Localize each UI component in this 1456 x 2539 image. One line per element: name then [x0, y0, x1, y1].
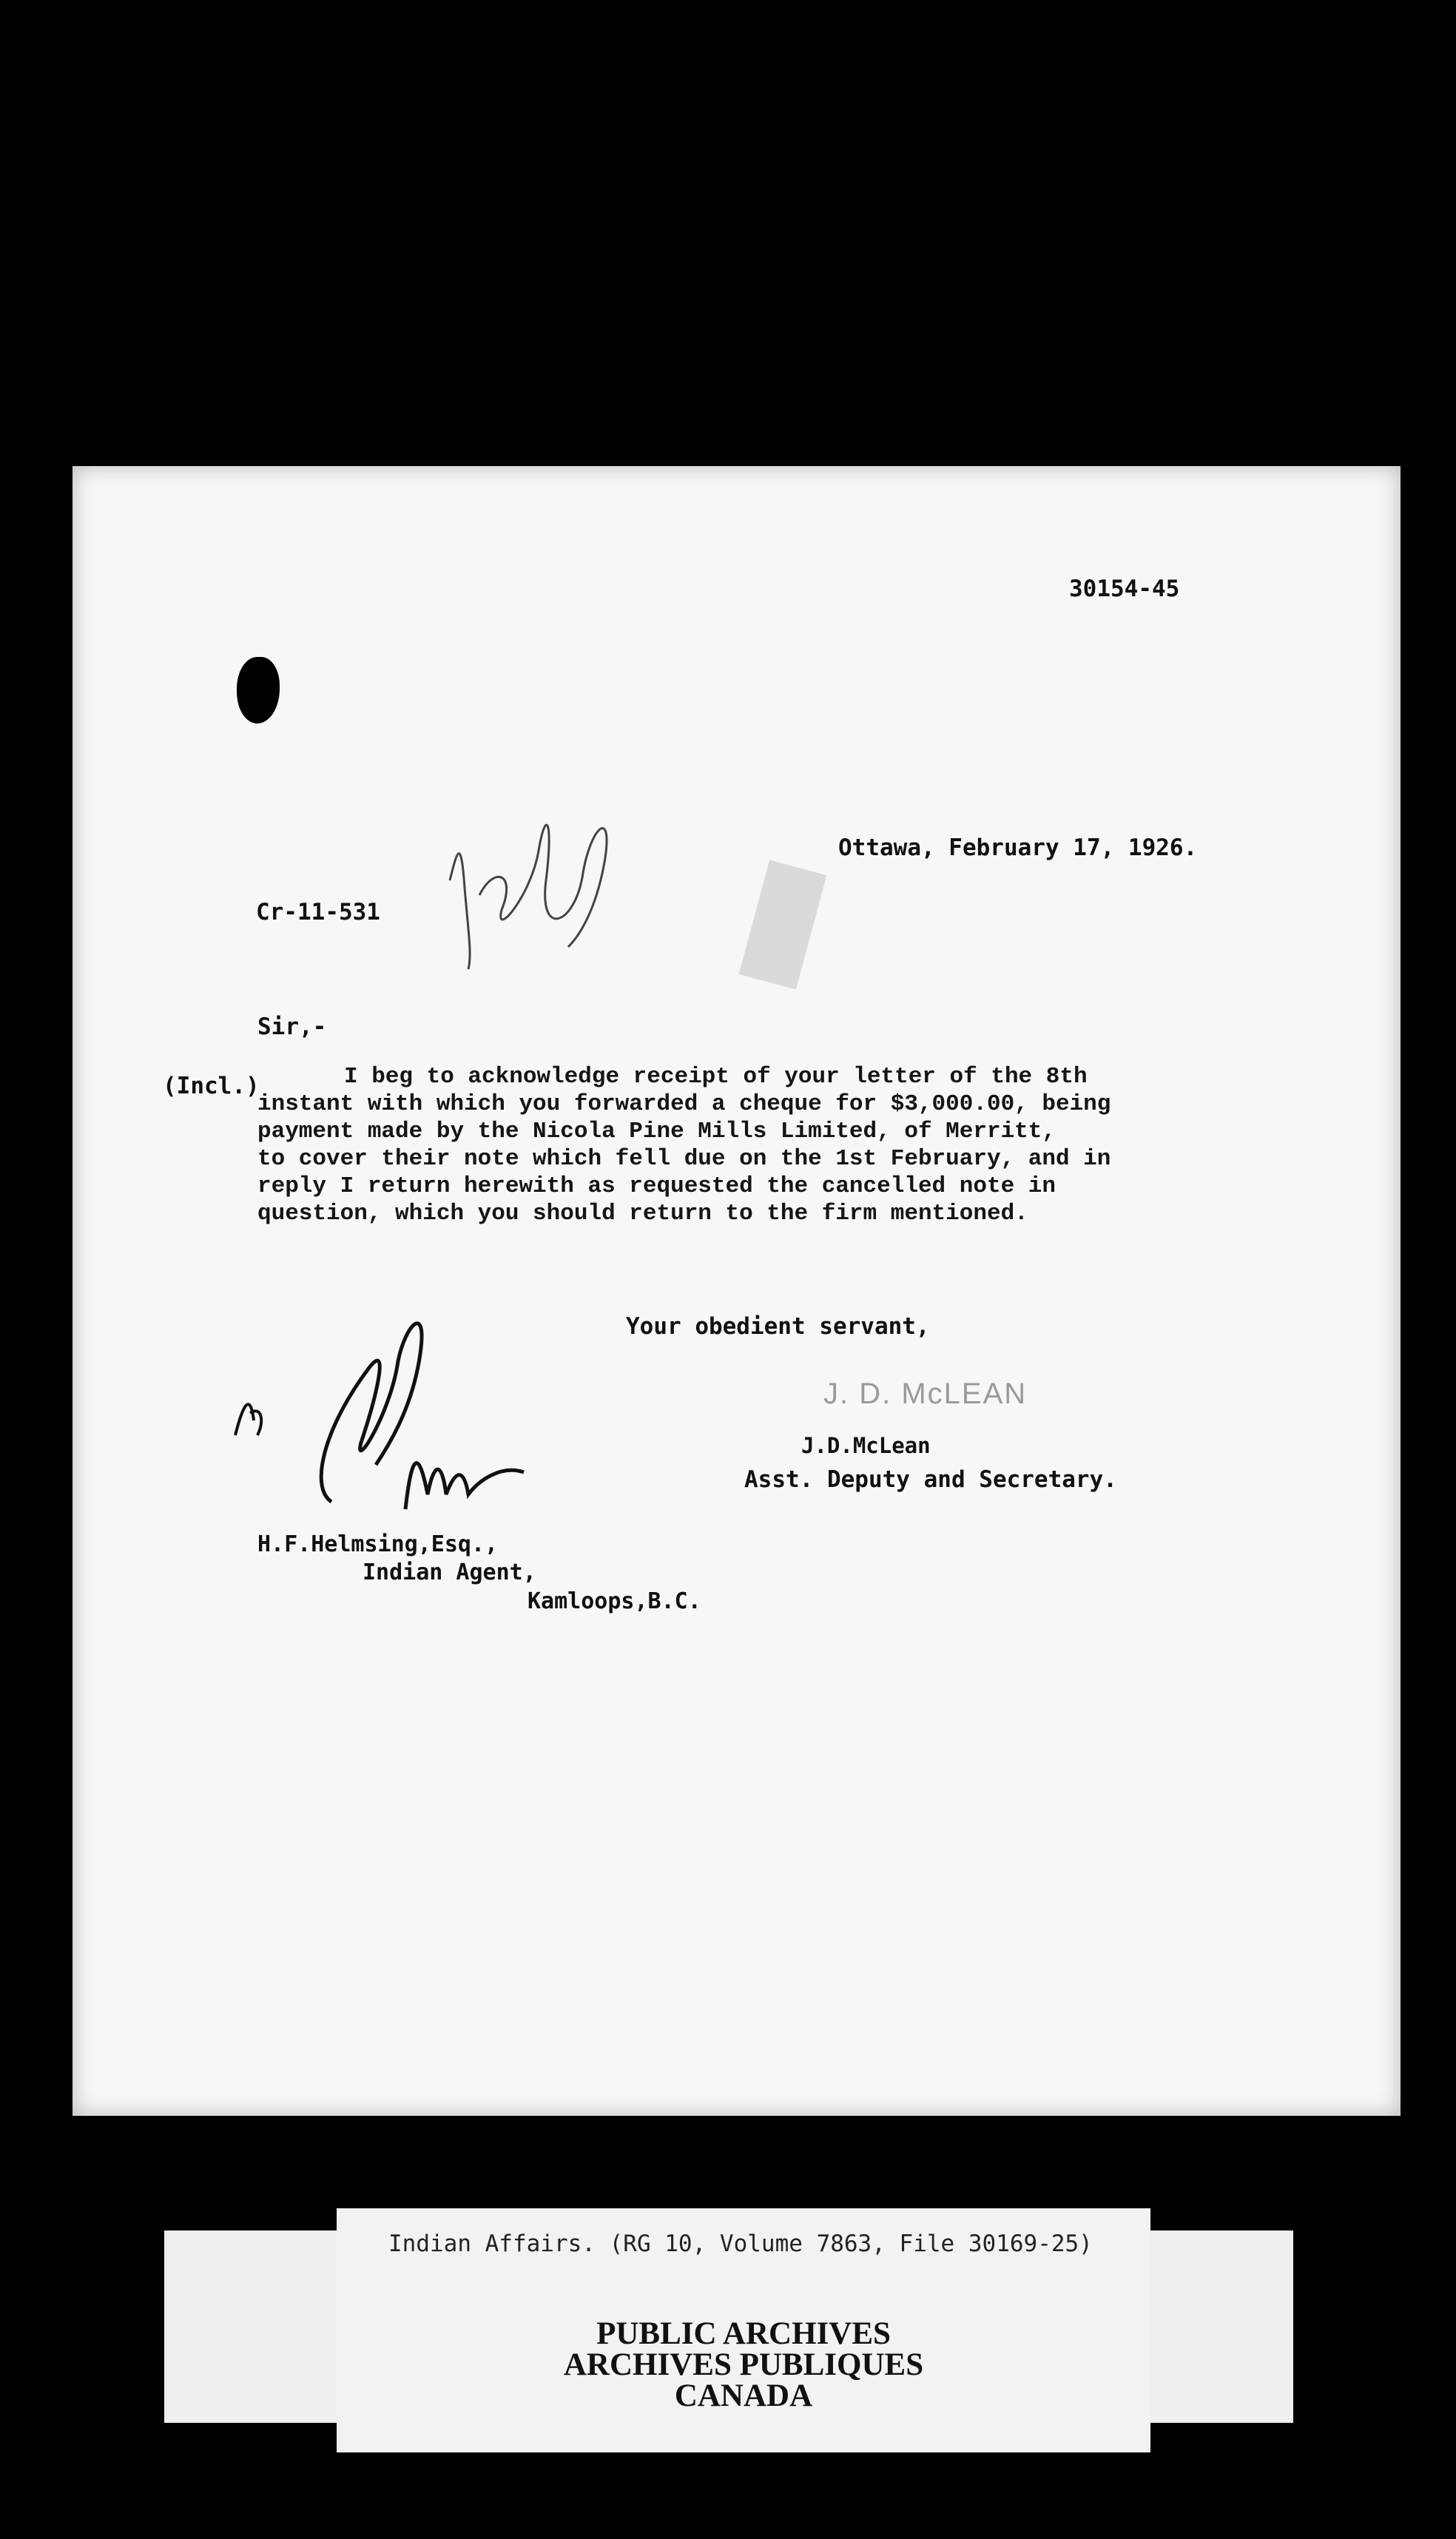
closing: Your obedient servant, — [626, 1313, 930, 1340]
handwritten-initials-top — [428, 762, 627, 984]
punch-hole — [237, 657, 280, 724]
signatory-title: Asst. Deputy and Secretary. — [744, 1466, 1117, 1493]
recipient-location: Kamloops,B.C. — [528, 1588, 701, 1614]
salutation: Sir,- — [257, 1014, 327, 1040]
body-line: question, which you should return to the firm mentioned. — [257, 1201, 1028, 1227]
recipient-name: H.F.Helmsing,Esq., — [257, 1531, 499, 1557]
archive-line-1: PUBLIC ARCHIVES — [596, 2316, 891, 2351]
handwritten-signature-left — [220, 1295, 531, 1517]
archive-line-2: ARCHIVES PUBLIQUES — [563, 2347, 924, 2382]
body-line: to cover their note which fell due on the 1st February, and in — [257, 1146, 1111, 1172]
enclosure-note: (Incl.) — [163, 1073, 260, 1099]
archive-line-3: CANADA — [674, 2378, 813, 2413]
file-number: 30154-45 — [1069, 576, 1180, 602]
body-line: instant with which you forwarded a cheque for $3,000.00, being — [257, 1091, 1111, 1117]
label-tab-right — [1145, 2231, 1293, 2423]
archive-reference: Indian Affairs. (RG 10, Volume 7863, File 30169-25) — [388, 2231, 1093, 2257]
signatory-name: J.D.McLean — [801, 1433, 931, 1458]
date-line: Ottawa, February 17, 1926. — [838, 834, 1198, 861]
recipient-position: Indian Agent, — [363, 1560, 536, 1585]
reference-code: Cr-11-531 — [256, 899, 380, 925]
label-tab-left — [164, 2231, 342, 2423]
body-line: payment made by the Nicola Pine Mills Limited, of Merritt, — [257, 1119, 1056, 1144]
received-stamp — [738, 851, 842, 999]
mclean-stamp: J. D. McLEAN — [823, 1378, 1028, 1410]
body-line: reply I return herewith as requested the cancelled note in — [257, 1173, 1056, 1199]
archive-label — [337, 2208, 1150, 2452]
letter-sheet — [73, 466, 1401, 2116]
body-line: I beg to acknowledge receipt of your letter of the 8th — [344, 1064, 1088, 1090]
